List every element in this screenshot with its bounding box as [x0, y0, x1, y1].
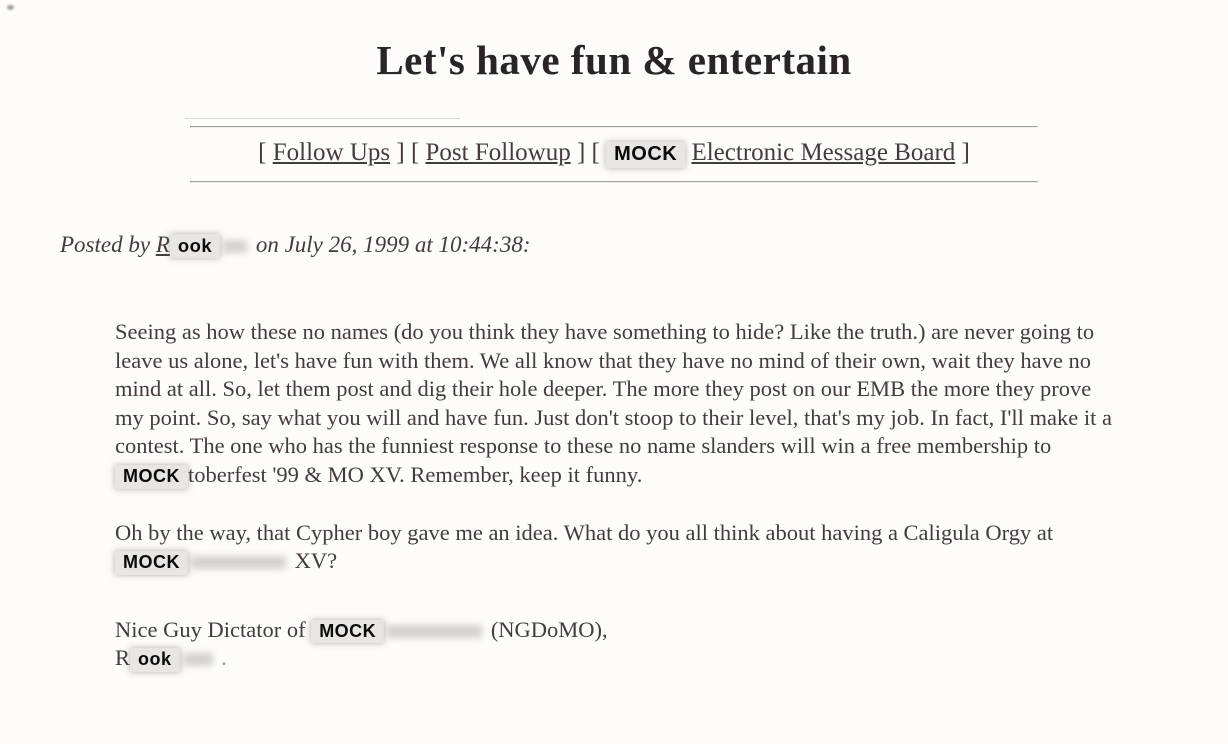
message-board-link[interactable]: Electronic Message Board [691, 139, 956, 166]
blurred-text [183, 653, 213, 666]
nav-links-row [190, 128, 1038, 181]
signature-redaction-label: MOCK [311, 620, 384, 644]
signature-period-text: . [221, 645, 227, 671]
page-title: Let's have fun & entertain [376, 37, 852, 83]
bottom-divider [190, 181, 1038, 183]
bracket-text: [ [410, 139, 420, 166]
nav-block [190, 126, 1038, 183]
scan-artifact-speck [7, 5, 14, 10]
posted-by-label: Posted by [60, 232, 151, 257]
author-redaction-label: ook [170, 234, 220, 258]
mocktoberfest-redaction-label: MOCK [115, 465, 188, 489]
follow-ups-link[interactable]: Follow Ups [272, 139, 391, 166]
orgy-location-redaction-label: MOCK [115, 551, 188, 575]
author-link[interactable]: R [155, 232, 170, 257]
post-date-text: on July 26, 1999 at 10:44:38: [255, 232, 531, 257]
paragraph-2 [115, 519, 1120, 576]
signature-title-text: Nice Guy Dictator of [115, 616, 306, 642]
bracket-text: [ [591, 139, 600, 166]
bracket-text: ] [396, 139, 405, 166]
signature-acronym-text: (NGDoMO), [490, 616, 608, 642]
bracket-text: ] [961, 139, 970, 166]
blurred-text [191, 556, 286, 569]
bracket-text: [ [258, 139, 267, 166]
paragraph-1 [115, 318, 1120, 490]
post-followup-link[interactable]: Post Followup [425, 139, 571, 166]
paragraph-2-text-after: XV? [294, 548, 338, 574]
scan-artifact-line [185, 118, 460, 119]
paragraph-2-text: Oh by the way, that Cypher boy gave me an idea. What do you all think about having a Caligula Orgy at [115, 519, 1054, 545]
board-name-redaction-label: MOCK [606, 142, 685, 168]
paragraph-1-text-after: toberfest '99 & MO XV. Remember, keep it funny. [188, 461, 643, 487]
signature-block [115, 616, 1120, 673]
message-body [115, 318, 1120, 673]
bracket-text: ] [576, 139, 586, 166]
signature-name-redaction-label: ook [130, 648, 180, 672]
blurred-text [387, 625, 482, 638]
blurred-text [223, 240, 247, 253]
paragraph-1-text: Seeing as how these no names (do you think they have something to hide? Like the truth.) are never going to leave us alone, let's have fun with them. We all know that they have no mind of their own, wait they have no mind at all. So, let them post and dig their hole deeper. The more they post on our EMB the more they prove my point. So, say what you will and have fun. Just don't stoop to their level, that's my job. In fact, I'll make it a contest. The one who has the funniest response to these no name slanders will win a free membership to [115, 319, 1113, 459]
post-meta-line [60, 230, 1228, 260]
signature-name-text: R [115, 645, 131, 671]
